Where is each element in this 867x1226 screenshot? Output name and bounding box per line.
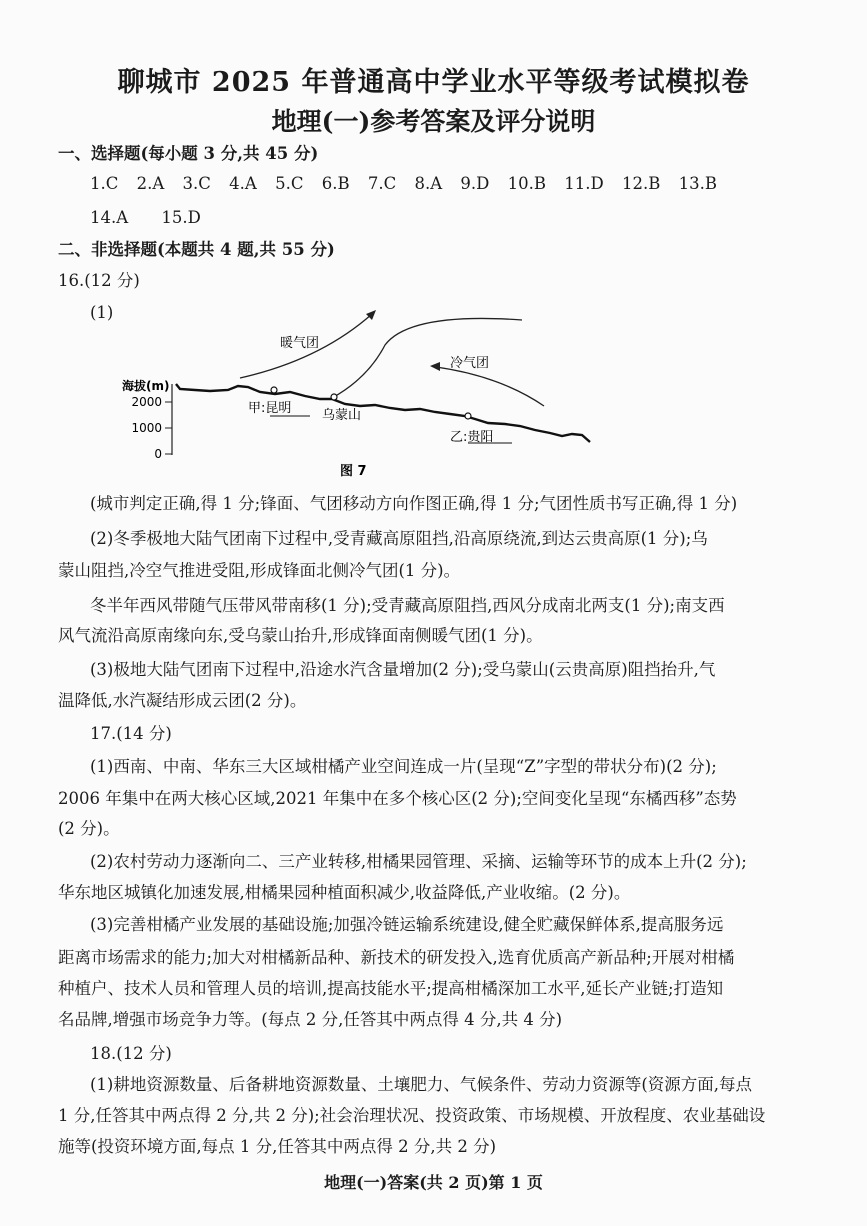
answer-item: 7.C xyxy=(367,174,397,193)
terrain-profile xyxy=(176,384,590,442)
answer-item: 5.C xyxy=(275,174,304,193)
cold-air-mass-label: 冷气团 xyxy=(450,356,490,371)
q16-part1-label: (1) xyxy=(90,303,114,322)
mountain-label: 乌蒙山 xyxy=(322,408,362,423)
q17-p2-line2: 华东地区城镇化加速发展,柑橘果园种植面积减少,收益降低,产业收缩。(2 分)。 xyxy=(58,883,631,902)
tick-label-2000: 2000 xyxy=(131,395,162,409)
answer-item: 11.D xyxy=(564,174,604,193)
page-footer: 地理(一)答案(共 2 页)第 1 页 xyxy=(324,1173,543,1192)
q16-p2-line2: 蒙山阻挡,冷空气推进受阻,形成锋面北侧冷气团(1 分)。 xyxy=(58,561,461,580)
page-title: 聊城市 2025 年普通高中学业水平等级考试模拟卷 xyxy=(117,67,750,98)
q17-p1-line2: 2006 年集中在两大核心区域,2021 年集中在多个核心区(2 分);空间变化呈现“东橘西移”态势 xyxy=(58,789,737,808)
answer-item: 2.A xyxy=(136,174,165,193)
warm-air-mass-label: 暖气团 xyxy=(280,336,320,351)
kunming-marker xyxy=(271,387,277,393)
q16-p2b-line1: 冬半年西风带随气压带风带南移(1 分);受青藏高原阻挡,西风分成南北两支(1 分);南支西 xyxy=(90,596,725,615)
figure-7-diagram xyxy=(110,300,610,485)
city-b-label: 乙:贵阳 xyxy=(450,430,494,445)
q16-label: 16.(12 分) xyxy=(58,271,140,290)
wumeng-marker xyxy=(331,394,337,400)
cold-air-arrow xyxy=(436,367,544,406)
answer-item: 3.C xyxy=(182,174,211,193)
q16-p3-line1: (3)极地大陆气团南下过程中,沿途水汽含量增加(2 分);受乌蒙山(云贵高原)阻挡抬升,气 xyxy=(90,660,716,679)
q17-p1-line1: (1)西南、中南、华东三大区域柑橘产业空间连成一片(呈现“Z”字型的带状分布)(2 分); xyxy=(90,757,717,776)
q16-p2-line1: (2)冬季极地大陆气团南下过程中,受青藏高原阻挡,沿高原绕流,到达云贵高原(1 分);乌 xyxy=(90,529,708,548)
q16-scoring-note: (城市判定正确,得 1 分;锋面、气团移动方向作图正确,得 1 分;气团性质书写正确,得 1 分) xyxy=(90,494,738,513)
city-a-label: 甲:昆明 xyxy=(248,401,292,416)
y-axis-label: 海拔(m) xyxy=(122,379,170,393)
q18-label: 18.(12 分) xyxy=(90,1044,172,1063)
q17-label: 17.(14 分) xyxy=(90,724,172,743)
guiyang-marker xyxy=(465,413,471,419)
q17-p3-line1: (3)完善柑橘产业发展的基础设施;加强冷链运输系统建设,健全贮藏保鲜体系,提高服务远 xyxy=(90,915,724,934)
q16-p3-line2: 温降低,水汽凝结形成云团(2 分)。 xyxy=(58,691,307,710)
q18-p1-line1: (1)耕地资源数量、后备耕地资源数量、土壤肥力、气候条件、劳动力资源等(资源方面,每点 xyxy=(90,1075,753,1094)
front-line xyxy=(332,318,522,398)
answer-item: 15.D xyxy=(161,208,201,227)
q17-p3-line2: 距离市场需求的能力;加大对柑橘新品种、新技术的研发投入,选育优质高产新品种;开展对柑橘 xyxy=(58,948,735,967)
section2-heading: 二、非选择题(本题共 4 题,共 55 分) xyxy=(58,240,335,259)
section1-heading: 一、选择题(每小题 3 分,共 45 分) xyxy=(58,144,319,163)
answer-item: 12.B xyxy=(621,174,661,193)
answer-item: 13.B xyxy=(678,174,717,193)
figure-caption: 图 7 xyxy=(340,464,367,479)
answer-item: 9.D xyxy=(460,174,490,193)
tick-label-1000: 1000 xyxy=(131,421,162,435)
q16-p2b-line2: 风气流沿高原南缘向东,受乌蒙山抬升,形成锋面南侧暖气团(1 分)。 xyxy=(58,626,543,645)
q18-p1-line2: 1 分,任答其中两点得 2 分,共 2 分);社会治理状况、投资政策、市场规模、开放程度、农业基础设 xyxy=(58,1106,766,1125)
q18-p1-line3: 施等(投资环境方面,每点 1 分,任答其中两点得 2 分,共 2 分) xyxy=(58,1137,497,1156)
answer-item: 14.A xyxy=(90,208,129,227)
tick-label-0: 0 xyxy=(154,447,162,461)
answer-item: 10.B xyxy=(507,174,546,193)
answers-row-2 xyxy=(90,207,201,229)
answer-item: 4.A xyxy=(229,174,257,193)
answer-item: 6.B xyxy=(321,174,350,193)
q17-p2-line1: (2)农村劳动力逐渐向二、三产业转移,柑橘果园管理、采摘、运输等环节的成本上升(2 分); xyxy=(90,852,747,871)
answers-row-1 xyxy=(90,173,717,195)
answer-item: 1.C xyxy=(90,174,119,193)
q17-p3-line4: 名品牌,增强市场竞争力等。(每点 2 分,任答其中两点得 4 分,共 4 分) xyxy=(58,1010,563,1029)
cold-air-arrowhead xyxy=(430,362,440,371)
q17-p1-line3: (2 分)。 xyxy=(58,819,120,838)
q17-p3-line3: 种植户、技术人员和管理人员的培训,提高技能水平;提高柑橘深加工水平,延长产业链;打造知 xyxy=(58,979,724,998)
page-subtitle: 地理(一)参考答案及评分说明 xyxy=(271,107,596,136)
answer-item: 8.A xyxy=(414,174,443,193)
